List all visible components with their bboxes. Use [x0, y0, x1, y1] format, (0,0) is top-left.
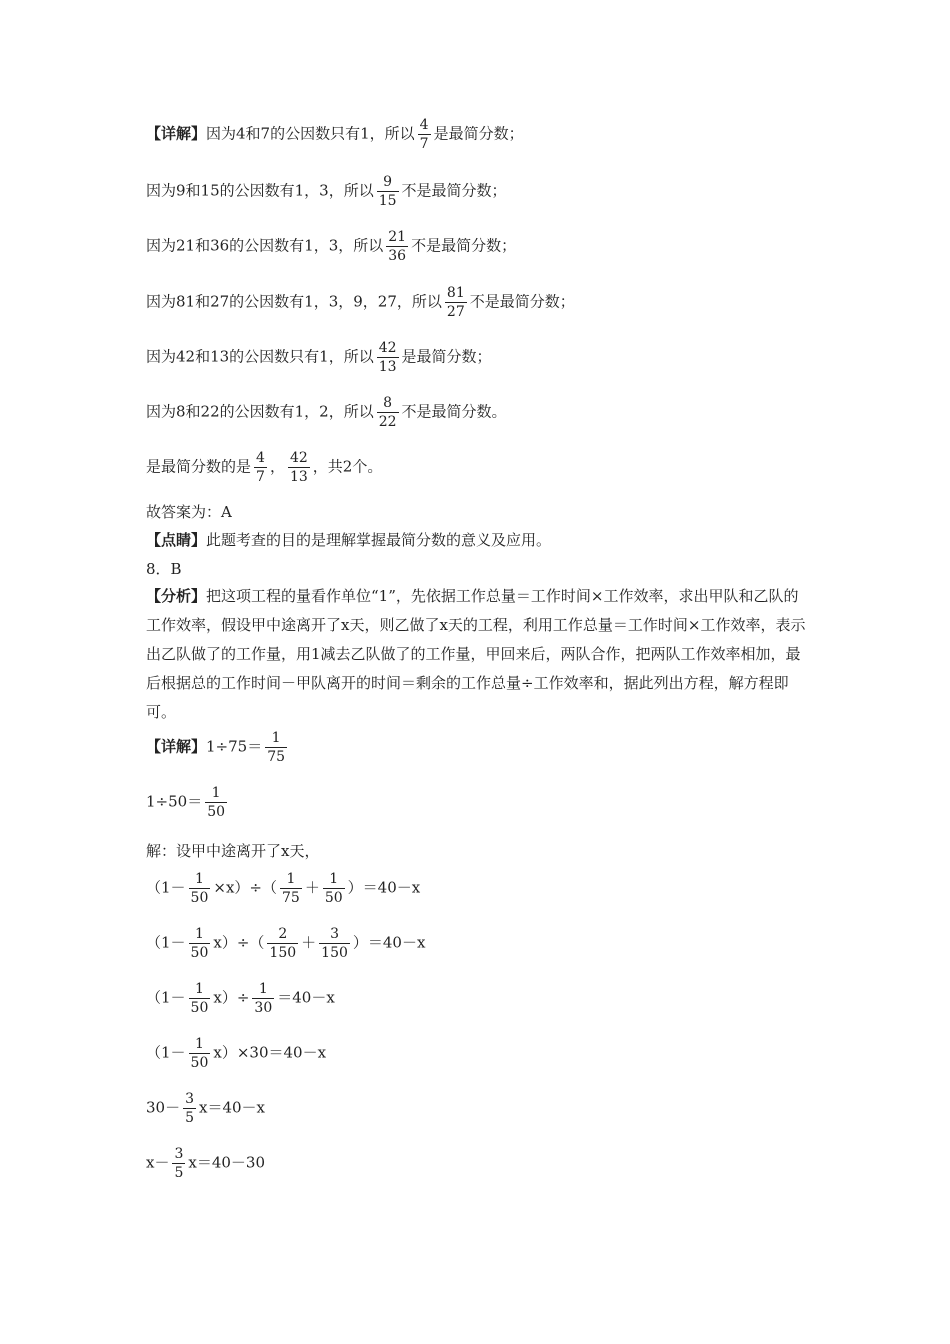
- comment-line: 【点睛】此题考查的目的是理解掌握最简分数的意义及应用。: [146, 531, 552, 549]
- fraction: $\frac{4}{7}$: [256, 450, 265, 485]
- step-6: x－ $\frac{3}{5}$ x＝40－30: [146, 1146, 266, 1181]
- fraction: $\frac{3}{5}$: [174, 1146, 184, 1181]
- fraction: $\frac{1}{75}$: [267, 730, 286, 765]
- analysis-paragraph: 【分析】把这项工程的量看作单位“1”，先依据工作总量＝工作时间×工作效率，求出甲队和乙队的工作效率，假设甲中途离开了x天，则乙做了x天的工程，利用工作总量＝工作时间×工作效率，表示出乙队做了的工作量，用1减去乙队做了的工作量，甲回来后，两队合作，把两队工作效率相加，最后根据总的工作时间－甲队离开的时间＝剩余的工作总量÷工作效率和，据此列出方程，解方程即可。: [146, 587, 806, 721]
- step-1: （1－ $\frac{1}{50}$ ×x）÷（ $\frac{1}{75}$ ＋ $\frac{1}{50}$ ）＝40－x: [146, 871, 421, 906]
- detail-line-6: 因为8和22的公因数有1，2，所以 $\frac{8}{22}$ 不是最简分数。: [146, 395, 507, 430]
- fraction: $\frac{21}{36}$: [388, 229, 407, 264]
- step-5: 30－ $\frac{3}{5}$ x＝40－x: [146, 1091, 266, 1126]
- fraction: $\frac{1}{50}$: [324, 871, 343, 906]
- solve-line: 解：设甲中途离开了x天，: [146, 842, 320, 860]
- detail-line-3: 因为21和36的公因数有1，3，所以 $\frac{21}{36}$ 不是最简分数；: [146, 229, 517, 264]
- detail-line-1: 【详解】因为4和7的公因数只有1，所以 $\frac{4}{7}$ 是最简分数；: [146, 117, 524, 152]
- detail-line-4: 因为81和27的公因数有1，3，9，27，所以 $\frac{81}{27}$ 不是最简分数；: [146, 285, 575, 320]
- answer-line: 故答案为：A: [146, 503, 232, 521]
- fraction: $\frac{9}{15}$: [378, 174, 397, 209]
- fraction: $\frac{1}{50}$: [190, 1036, 209, 1071]
- fraction: $\frac{8}{22}$: [378, 395, 397, 430]
- fraction: $\frac{1}{75}$: [281, 871, 300, 906]
- fraction: $\frac{4}{7}$: [419, 117, 429, 152]
- q8-detail-eq1: 【详解】1÷75＝ $\frac{1}{75}$: [146, 730, 286, 765]
- fraction: $\frac{42}{13}$: [378, 340, 397, 375]
- fraction: $\frac{81}{27}$: [446, 285, 465, 320]
- fraction: $\frac{42}{13}$: [289, 450, 308, 485]
- fraction: $\frac{1}{50}$: [207, 785, 226, 820]
- fraction: $\frac{3}{150}$: [321, 926, 348, 961]
- fraction: $\frac{1}{50}$: [190, 926, 209, 961]
- detail-tag: 【详解】: [146, 124, 207, 143]
- step-2: （1－ $\frac{1}{50}$ x）÷（ $\frac{2}{150}$ ＋ $\frac{3}{150}$ ）＝40－x: [146, 926, 426, 961]
- fraction: $\frac{1}{50}$: [190, 871, 209, 906]
- question-8-header: 8．B: [146, 560, 182, 578]
- fraction: $\frac{1}{30}$: [254, 981, 273, 1016]
- fraction: $\frac{1}{50}$: [190, 981, 209, 1016]
- step-3: （1－ $\frac{1}{50}$ x）÷ $\frac{1}{30}$ ＝40－x: [146, 981, 335, 1016]
- detail-line-5: 因为42和13的公因数只有1，所以 $\frac{42}{13}$ 是最简分数；: [146, 340, 492, 375]
- fraction: $\frac{2}{150}$: [269, 926, 297, 961]
- q8-eq2: 1÷50＝ $\frac{1}{50}$: [146, 785, 226, 820]
- step-4: （1－ $\frac{1}{50}$ x）×30＝40－x: [146, 1036, 327, 1071]
- summary-line: 是最简分数的是 $\frac{4}{7}$ ， $\frac{42}{13}$ ，共2个。: [146, 450, 383, 485]
- fraction: $\frac{3}{5}$: [185, 1091, 195, 1126]
- detail-line-2: 因为9和15的公因数有1，3，所以 $\frac{9}{15}$ 不是最简分数；: [146, 174, 507, 209]
